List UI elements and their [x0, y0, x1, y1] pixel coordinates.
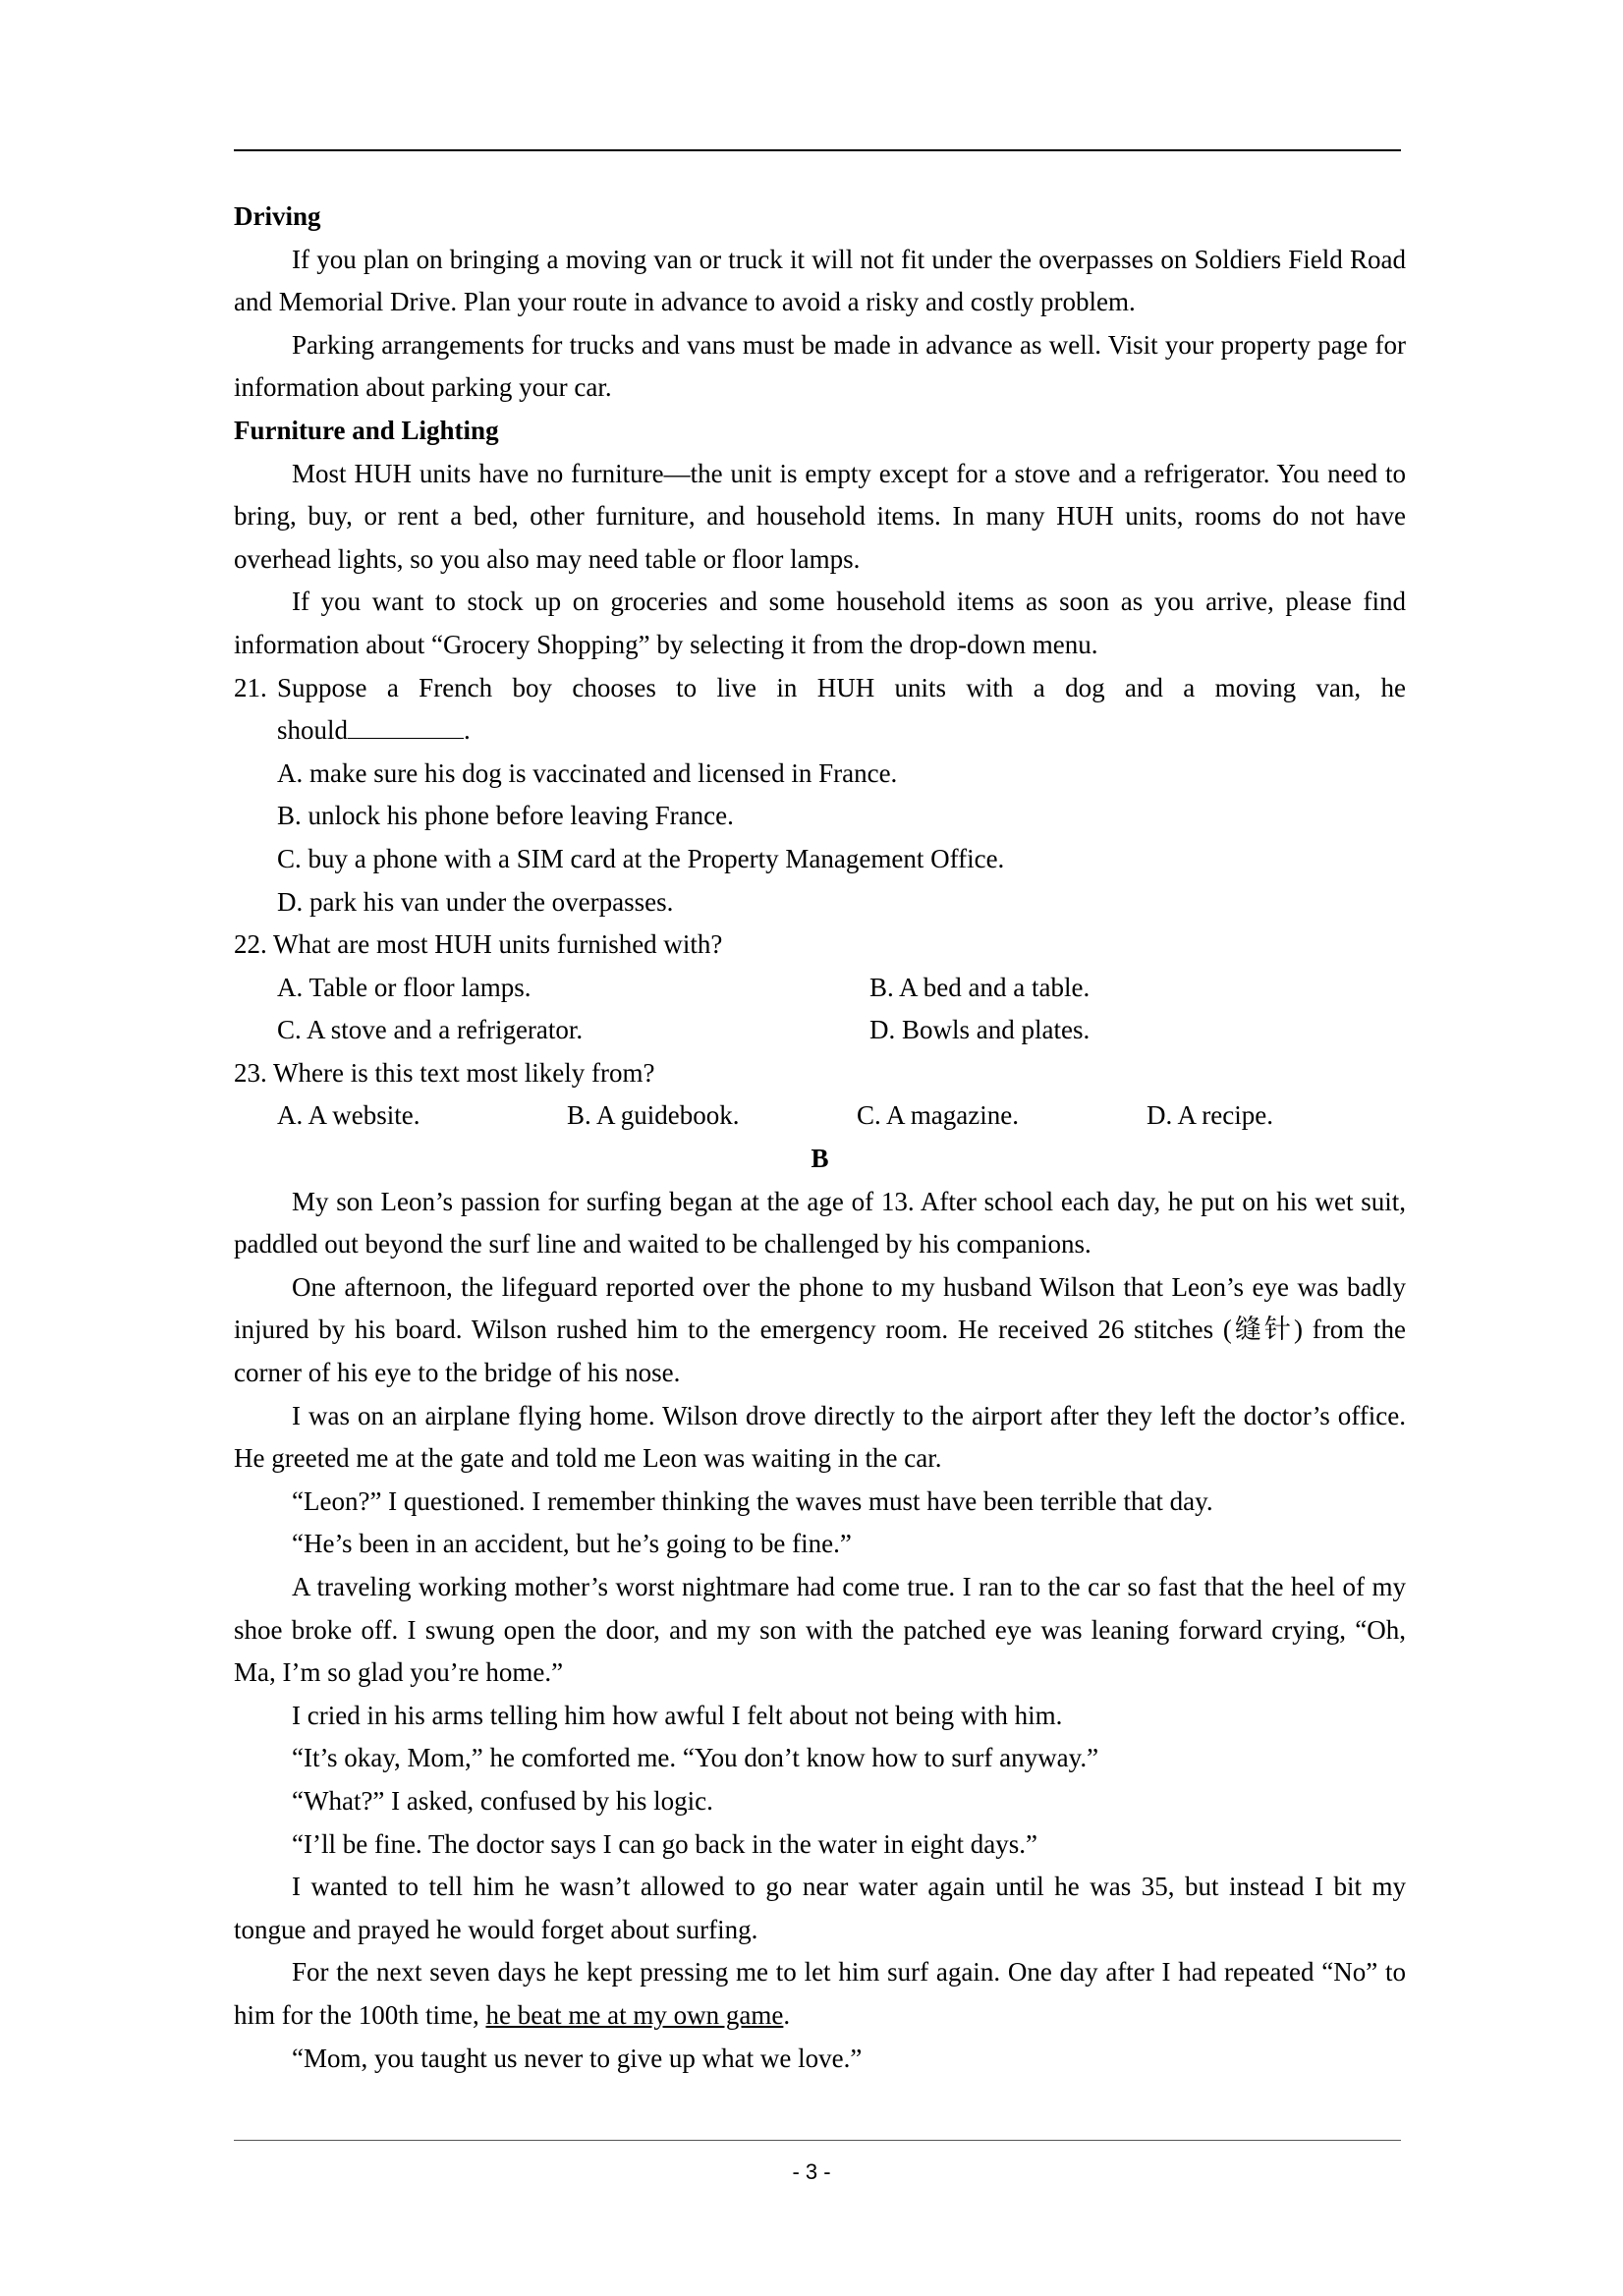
option-a: A. Table or floor lamps. — [277, 972, 532, 1002]
question-22-stem — [234, 924, 1406, 967]
paragraph: I cried in his arms telling him how awful I felt about not being with him. — [292, 1700, 1063, 1730]
option-c: C. buy a phone with a SIM card at the Property Management Office. — [277, 843, 1005, 873]
paragraph: If you want to stock up on groceries and some household items as soon as you arrive, please find information about “Grocery Shopping” by selecting it from the drop-down menu. — [234, 587, 1406, 659]
question-text: Where is this text most likely from? — [273, 1057, 655, 1088]
punctuation: . — [783, 1999, 791, 2030]
question-21-stem-cont — [234, 709, 1406, 753]
paragraph: A traveling working mother’s worst nightmare had come true. I ran to the car so fast that the heel of my shoe broke off. I swung open the door, and my son with the patched eye was leaning forward crying, “Oh, Ma, I’m so glad you’re home.” — [234, 1572, 1406, 1688]
section-heading-driving: Driving — [234, 201, 321, 231]
section-heading-furniture: Furniture and Lighting — [234, 415, 499, 445]
option-b: B. A bed and a table. — [869, 972, 1091, 1002]
paragraph — [234, 1951, 1406, 2037]
header-rule — [234, 149, 1401, 151]
paragraph: I wanted to tell him he wasn’t allowed to go near water again until he was 35, but instead I bit my tongue and prayed he would forget about surfing. — [234, 1872, 1406, 1944]
paragraph: “Leon?” I questioned. I remember thinking the waves must have been terrible that day. — [292, 1485, 1213, 1516]
paragraph: “Mom, you taught us never to give up what we love.” — [292, 2043, 863, 2073]
question-text: Suppose a French boy chooses to live in HUH units with a dog and a moving van, he — [277, 672, 1406, 702]
option-d: D. A recipe. — [1147, 1100, 1273, 1131]
paragraph: Parking arrangements for trucks and vans must be made in advance as well. Visit your property page for information about parking your car. — [234, 329, 1406, 403]
paragraph: My son Leon’s passion for surfing began at the age of 13. After school each day, he put on his wet suit, paddled out beyond the surf line and waited to be challenged by his companions. — [234, 1186, 1406, 1260]
option-a: A. make sure his dog is vaccinated and licensed in France. — [277, 757, 898, 788]
option-d: D. park his van under the overpasses. — [277, 886, 674, 917]
page-content — [234, 196, 1406, 2080]
paragraph: I was on an airplane flying home. Wilson drove directly to the airport after they left the doctor’s office. He greeted me at the gate and told me Leon was waiting in the car. — [234, 1400, 1406, 1474]
question-21-stem — [234, 667, 1406, 710]
question-number: 23. — [234, 1057, 267, 1088]
paragraph-text: For the next seven days he kept pressing me to let him surf again. One day after I had repeated “No” to him for the 100th time, — [234, 1957, 1406, 2030]
paragraph: “It’s okay, Mom,” he comforted me. “You don’t know how to surf anyway.” — [292, 1743, 1099, 1773]
options-row — [234, 1094, 1406, 1138]
option-d: D. Bowls and plates. — [869, 1015, 1091, 1045]
underlined-phrase: he beat me at my own game — [485, 1999, 784, 2030]
question-number: 22. — [234, 929, 267, 960]
paragraph: “What?” I asked, confused by his logic. — [292, 1785, 713, 1816]
paragraph: One afternoon, the lifeguard reported over the phone to my husband Wilson that Leon’s eye was badly injured by his board. Wilson rushed him to the emergency room. He received 26 stitches (缝针) from the corner of his eye to the bridge of his nose. — [234, 1271, 1406, 1388]
paragraph: Most HUH units have no furniture—the unit is empty except for a stove and a refrigerator. You need to bring, buy, or rent a bed, other furniture, and household items. In many HUH units, rooms do not have overhead lights, so you also may need table or floor lamps. — [234, 458, 1406, 574]
question-number: 21. — [234, 672, 267, 702]
paragraph: “He’s been in an accident, but he’s going to be fine.” — [292, 1529, 852, 1559]
option-c: C. A magazine. — [857, 1100, 1019, 1131]
option-b: B. unlock his phone before leaving France. — [277, 801, 734, 831]
paragraph: If you plan on bringing a moving van or truck it will not fit under the overpasses on Soldiers Field Road and Memorial Drive. Plan your route in advance to avoid a risky and costly problem. — [234, 244, 1406, 317]
option-c: C. A stove and a refrigerator. — [277, 1015, 584, 1045]
page-number: - 3 - — [792, 2159, 831, 2184]
option-a: A. A website. — [277, 1100, 420, 1131]
options-row — [234, 1009, 1406, 1052]
option-b: B. A guidebook. — [567, 1100, 740, 1131]
punctuation: . — [464, 715, 471, 746]
question-text: should — [277, 715, 349, 746]
paragraph: “I’ll be fine. The doctor says I can go back in the water in eight days.” — [292, 1828, 1037, 1859]
footer-rule — [234, 2140, 1401, 2141]
question-23-stem — [234, 1052, 1406, 1095]
passage-label: B — [811, 1144, 829, 1174]
answer-blank — [348, 712, 464, 739]
question-text: What are most HUH units furnished with? — [273, 929, 723, 960]
options-row — [234, 967, 1406, 1010]
